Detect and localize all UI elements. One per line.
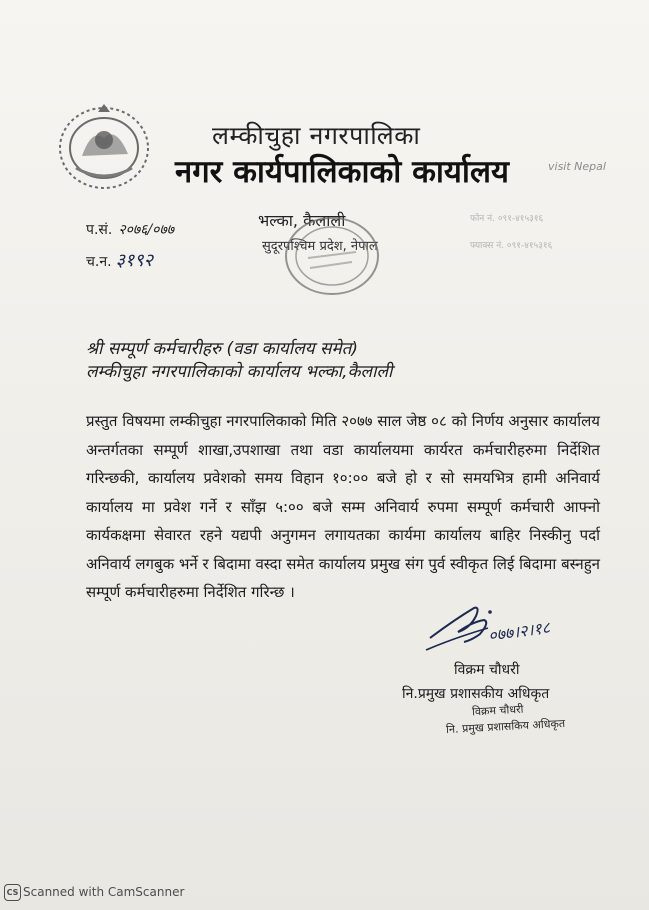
office-title: नगर कार्यपालिकाको कार्यालय <box>175 154 509 190</box>
cn-value: ३१९२ <box>115 250 154 271</box>
name-stamp: विक्रम चौधरी <box>471 702 524 719</box>
scanner-watermark <box>4 884 184 901</box>
scanner-text: Scanned with CamScanner <box>23 885 185 899</box>
address-line-2: सुदूरपश्चिम प्रदेश, नेपाल <box>262 239 378 254</box>
signatory-name: विक्रम चौधरी <box>454 662 520 678</box>
camscanner-logo-icon: CS <box>4 884 21 901</box>
letter-body: प्रस्तुत विषयमा लम्कीचुहा नगरपालिकाको मिति २०७७ साल जेष्ठ ०८ को निर्णय अनुसार कार्यालय अन्तर्गतका सम्पूर्ण शाखा,उपशाखा तथा वडा कार्यालयमा कार्यरत कर्मचारीहरुमा निर्देशित गरिन्छकी, कार्यालय प्रवेशको समय विहान १०:०० बजे हो र सो समयभित्र हामी अनिवार्य कार्यालय मा प्रवेश गर्ने र साँझ ५:०० बजे सम्म अनिवार्य रुपमा सम्पूर्ण कर्मचारी आफ्नो कार्यकक्षमा सेवारत रहने यद्यपी अनुगमन लगायतका कार्यमा कार्यालय बाहिर निस्कीनु पर्दा अनिवार्य लगबुक भर्ने र बिदामा वस्दा समेत कार्यालय प्रमुख संग पुर्व स्वीकृत लिई बिदामा बस्नहुन सम्पूर्ण कर्मचारीहरुमा निर्देशित गरिन्छ । <box>86 412 600 601</box>
signature-date: ०७७।२।१८ <box>487 617 552 646</box>
ps-label: प.सं. <box>86 222 113 238</box>
visit-nepal-watermark: visit Nepal <box>548 160 606 173</box>
office-stamp-icon <box>280 212 384 300</box>
reference-cn <box>86 248 153 272</box>
fax-number: फ्याक्स नं. ०९१-४१५३१६ <box>470 241 553 251</box>
recipient-line-1: श्री सम्पूर्ण कर्मचारीहरु (वडा कार्यालय समेत) <box>86 339 358 359</box>
government-emblem-icon <box>52 98 156 194</box>
ps-value: २०७६/०७७ <box>118 222 175 238</box>
post-stamp: नि. प्रमुख प्रशासकिय अधिकृत <box>445 716 566 737</box>
cn-label: च.न. <box>86 254 112 270</box>
recipient-line-2: लम्कीचुहा नगरपालिकाको कार्यालय भल्का,कैलाली <box>86 362 393 382</box>
phone-number: फोन नं. ०९१-४१५३१६ <box>470 214 544 224</box>
reference-ps <box>86 220 174 239</box>
organization-name: लम्कीचुहा नगरपालिका <box>212 121 421 150</box>
signatory-post: नि.प्रमुख प्रशासकीय अधिकृत <box>402 686 550 702</box>
address-line-1: भल्का, कैलाली <box>258 211 346 230</box>
